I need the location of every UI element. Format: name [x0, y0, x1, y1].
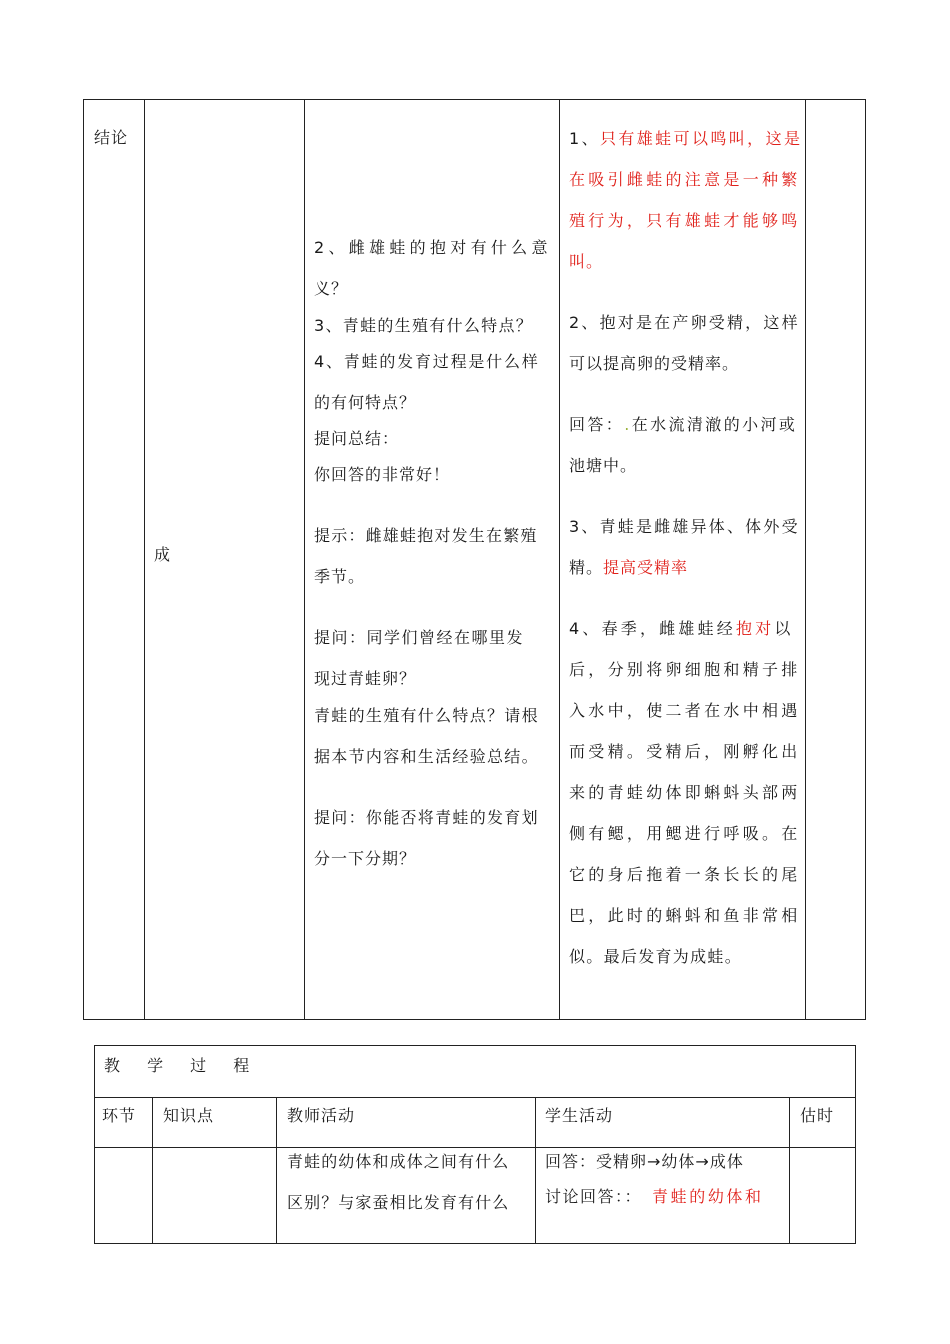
table1-col-divider [805, 99, 806, 1020]
student-answer: 它的身后拖着一条长长的尾 [569, 865, 801, 884]
column-header: 环节 [102, 1106, 137, 1125]
table1-col-divider [144, 99, 145, 1020]
table2-col-divider [855, 1045, 856, 1244]
table2-col-divider [94, 1045, 95, 1244]
student-answer: 在吸引雌蛙的注意是一种繁 [569, 170, 801, 189]
table1-col-divider [83, 99, 84, 1020]
teacher-question: 4、青蛙的发育过程是什么样 [314, 352, 540, 371]
student-answer: 讨论回答：： 青蛙的幼体和 [545, 1187, 764, 1206]
student-answer: 2、抱对是在产卵受精，这样 [569, 313, 800, 332]
table2-title-divider [94, 1097, 856, 1098]
student-answer: 叫。 [569, 252, 604, 271]
table2-col-divider [789, 1097, 790, 1244]
student-answer: 回答：.在水流清澈的小河或 [569, 415, 798, 434]
student-answer: 来的青蛙幼体即蝌蚪头部两 [569, 783, 801, 802]
teacher-question: 现过青蛙卵？ [314, 669, 417, 688]
table2-header-divider [94, 1147, 856, 1148]
teacher-question: 2、雌雄蛙的抱对有什么意 [314, 238, 552, 257]
table1-col-divider [865, 99, 866, 1020]
student-answer: 似。最后发育为成蛙。 [569, 947, 743, 966]
student-answer: 4、春季，雌雄蛙经抱对以 [569, 619, 794, 638]
student-answer: 侧有鳃，用鳃进行呼吸。在 [569, 824, 801, 843]
student-answer: 精。提高受精率 [569, 558, 689, 577]
teacher-question: 青蛙的生殖有什么特点？请根 [314, 706, 539, 725]
student-answer: 可以提高卵的受精率。 [569, 354, 740, 373]
table2-bottom-border [94, 1243, 856, 1244]
section-label: 结论 [94, 128, 129, 147]
table2-top-border [94, 1045, 856, 1046]
table2-col-divider [276, 1097, 277, 1244]
teacher-question: 的有何特点？ [314, 393, 417, 412]
table2-col-divider [152, 1097, 153, 1244]
student-answer: 殖行为，只有雄蛙才能够鸣 [569, 211, 801, 230]
column-header: 知识点 [163, 1106, 215, 1125]
column-header: 学生活动 [545, 1106, 614, 1125]
table1-col-divider [559, 99, 560, 1020]
table-title: 教 学 过 程 [104, 1056, 250, 1075]
student-answer: 而受精。受精后，刚孵化出 [569, 742, 801, 761]
student-answer: 巴，此时的蝌蚪和鱼非常相 [569, 906, 801, 925]
student-answer: 入水中，使二者在水中相遇 [569, 701, 801, 720]
teacher-question: 青蛙的幼体和成体之间有什么 [287, 1152, 510, 1171]
teacher-hint: 提示：雌雄蛙抱对发生在繁殖 [314, 526, 538, 545]
student-answer: 1、只有雄蛙可以鸣叫，这是 [569, 129, 803, 148]
teacher-hint: 季节。 [314, 567, 366, 586]
table1-col-divider [304, 99, 305, 1020]
table1-top-border [83, 99, 866, 100]
student-answer: 回答：受精卵→幼体→成体 [545, 1152, 744, 1171]
teacher-text: 你回答的非常好！ [314, 465, 451, 484]
student-answer: 池塘中。 [569, 456, 638, 475]
student-answer: 3、青蛙是雌雄异体、体外受 [569, 517, 800, 536]
column-header: 估时 [800, 1106, 835, 1125]
table2-col-divider [535, 1097, 536, 1244]
section-label: 成 [154, 545, 172, 564]
table1-bottom-border [83, 1019, 866, 1020]
teacher-question: 分一下分期？ [314, 849, 417, 868]
teacher-question: 3、青蛙的生殖有什么特点？ [314, 316, 534, 335]
teacher-question: 据本节内容和生活经验总结。 [314, 747, 539, 766]
teacher-question: 义？ [314, 279, 349, 298]
teacher-text: 提问总结： [314, 429, 400, 448]
teacher-question: 区别？与家蚕相比发育有什么 [287, 1193, 510, 1212]
teacher-question: 提问：你能否将青蛙的发育划 [314, 808, 539, 827]
student-answer: 后，分别将卵细胞和精子排 [569, 660, 801, 679]
teacher-question: 提问：同学们曾经在哪里发 [314, 628, 525, 647]
column-header: 教师活动 [287, 1106, 356, 1125]
